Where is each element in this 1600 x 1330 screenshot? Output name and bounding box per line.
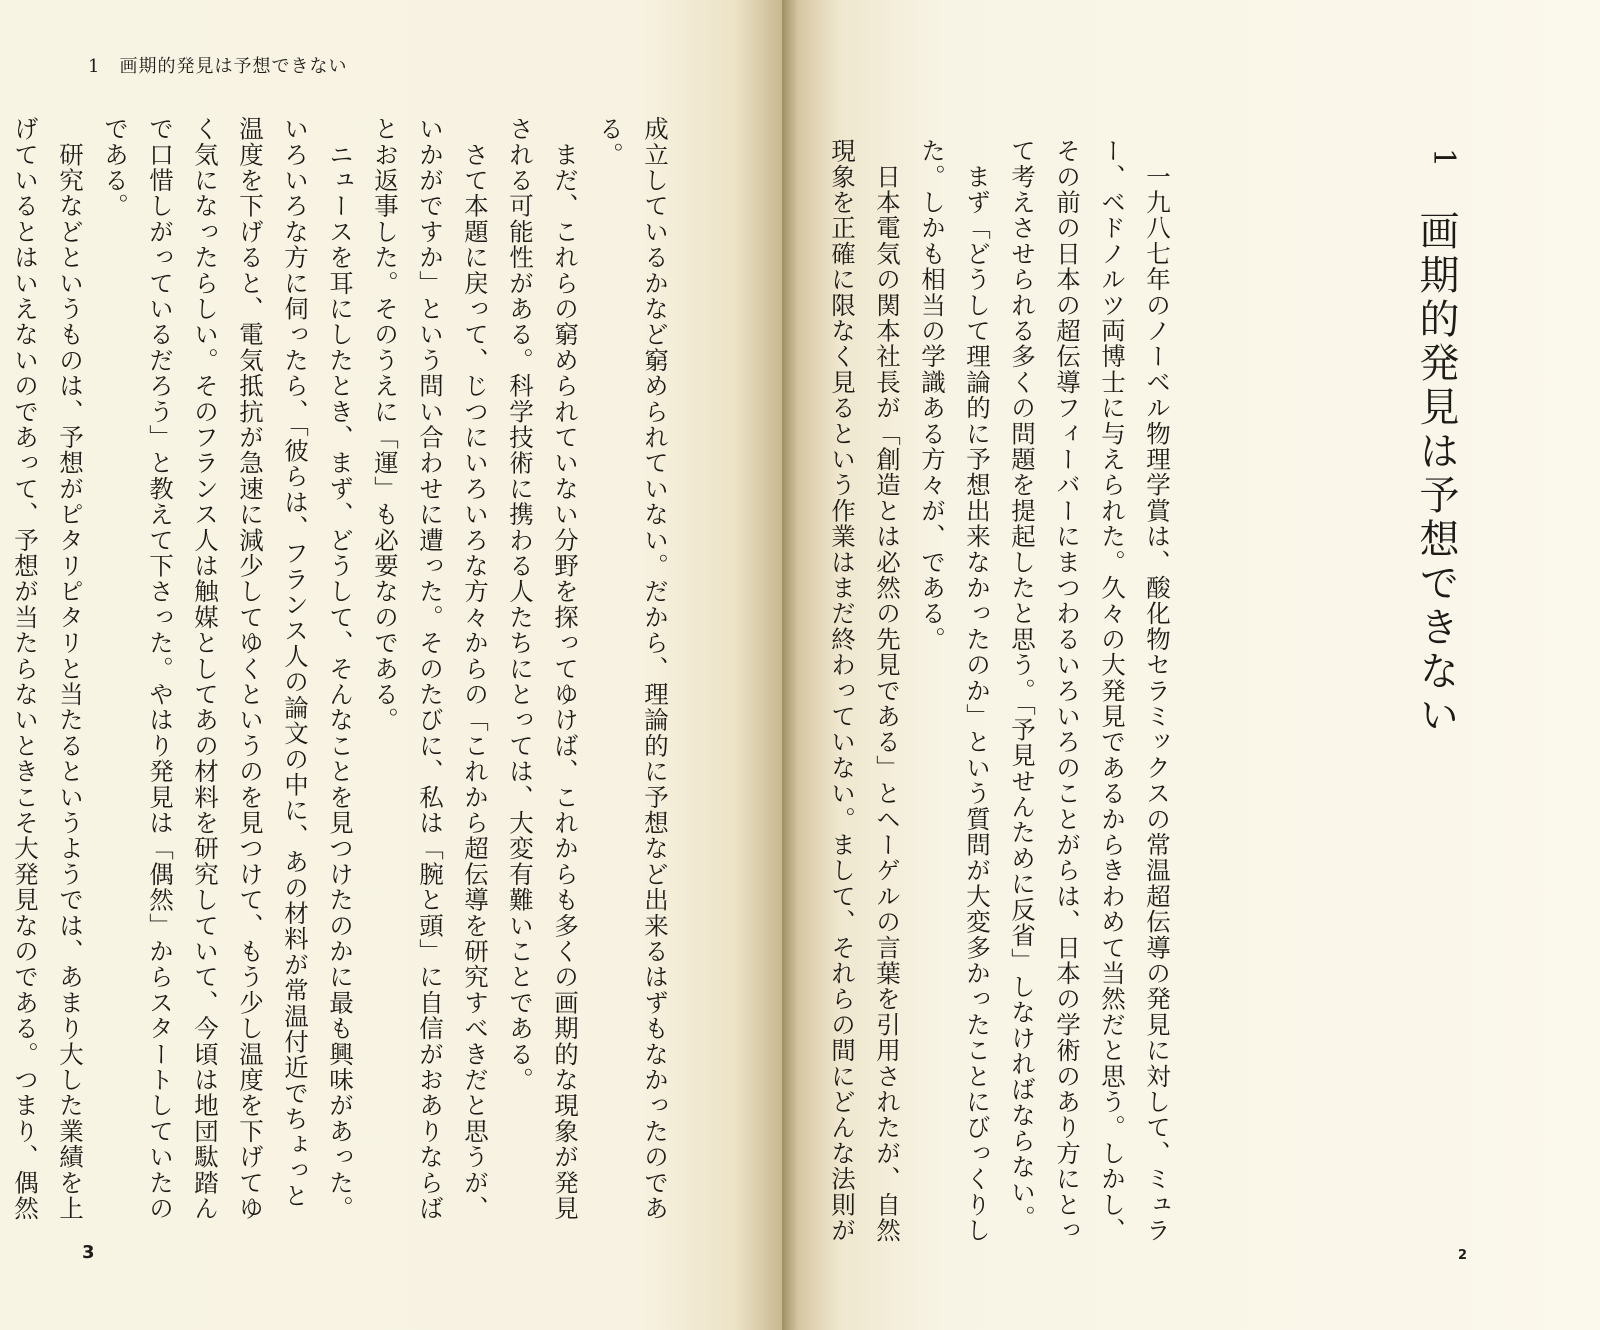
text-line: げているとはいえないのであって、予想が当たらないときこそ大発見なのである。つまり、偶然 <box>11 116 40 1222</box>
text-line: 温度を下げると、電気抵抗が急速に減少してゆくというのを見つけて、もう少し温度を下げてゆ <box>236 116 265 1222</box>
text-line: く気になったらしい。そのフランス人は触媒としてあの材料を研究していて、今頃は地団駄踏ん <box>191 116 220 1222</box>
text-line: される可能性がある。科学技術に携わる人たちにとっては、大変有難いことである。 <box>506 116 535 1093</box>
text-line: ニュースを耳にしたとき、まず、どうして、そんなことを見つけたのかに最も興味があった。 <box>326 116 355 1222</box>
chapter-title: 画期的発見は予想できない <box>1413 210 1459 738</box>
text-line: その前の日本の超伝導フィーバーにまつわるいろいろのことがらは、日本の学術のあり方にとっ <box>1053 138 1082 1244</box>
text-line: 現象を正確に限なく見るという作業はまだ終わっていない。まして、それらの間にどんな法則が <box>828 138 857 1244</box>
right-page-body <box>820 138 1180 1244</box>
text-line: 一九八七年のノーベル物理学賞は、酸化物セラミックスの常温超伝導の発見に対して、ミュラ <box>1143 138 1172 1244</box>
text-line: で口惜しがっているだろう」と教えて下さった。やはり発見は「偶然」からスタートしていたの <box>146 116 175 1222</box>
text-line: さて本題に戻って、じつにいろいろな方々からの「これから超伝導を研究すべきだと思うが、 <box>461 116 490 1222</box>
text-line: とお返事した。そのうえに「運」も必要なのである。 <box>371 116 400 733</box>
page-number-right: 2 <box>1458 1248 1468 1263</box>
left-page <box>0 0 782 1330</box>
page-number-left: 3 <box>82 1242 95 1263</box>
text-line: 日本電気の関本社長が「創造とは必然の先見である」とヘーゲルの言葉を引用されたが、自然 <box>873 138 902 1244</box>
text-line: ー、ベドノルツ両博士に与えられた。久々の大発見であるからきわめて当然だと思う。しかし、 <box>1098 138 1127 1244</box>
text-line: いろいろな方に伺ったら、「彼らは、フランス人の論文の中に、あの材料が常温付近でちょっと <box>281 116 310 1209</box>
text-line: である。 <box>101 116 130 219</box>
chapter-number: 1 <box>1426 148 1461 168</box>
text-line: て考えさせられる多くの問題を提起したと思う。「予見せんために反省」しなければならない。 <box>1008 138 1037 1231</box>
text-line: た。しかも相当の学識ある方々が、である。 <box>918 138 947 652</box>
text-line: まず「どうして理論的に予想出来なかったのか」という質問が大変多かったことにびっくりし <box>963 138 992 1244</box>
text-line: 成立しているかなど窮められていない。だから、理論的に予想など出来るはずもなかったのであ <box>641 116 670 1222</box>
left-page-body <box>3 116 678 1222</box>
running-head: 1 画期的発見は予想できない <box>88 56 348 77</box>
text-line: 研究などというものは、予想がピタリピタリと当たるというようでは、あまり大した業績を上 <box>56 116 85 1222</box>
text-line: まだ、これらの窮められていない分野を探ってゆけば、これからも多くの画期的な現象が発見 <box>551 116 580 1222</box>
text-line: る。 <box>596 116 625 168</box>
text-line: いかがですか」という問い合わせに遭った。そのたびに、私は「腕と頭」に自信がおありならば <box>416 116 445 1222</box>
